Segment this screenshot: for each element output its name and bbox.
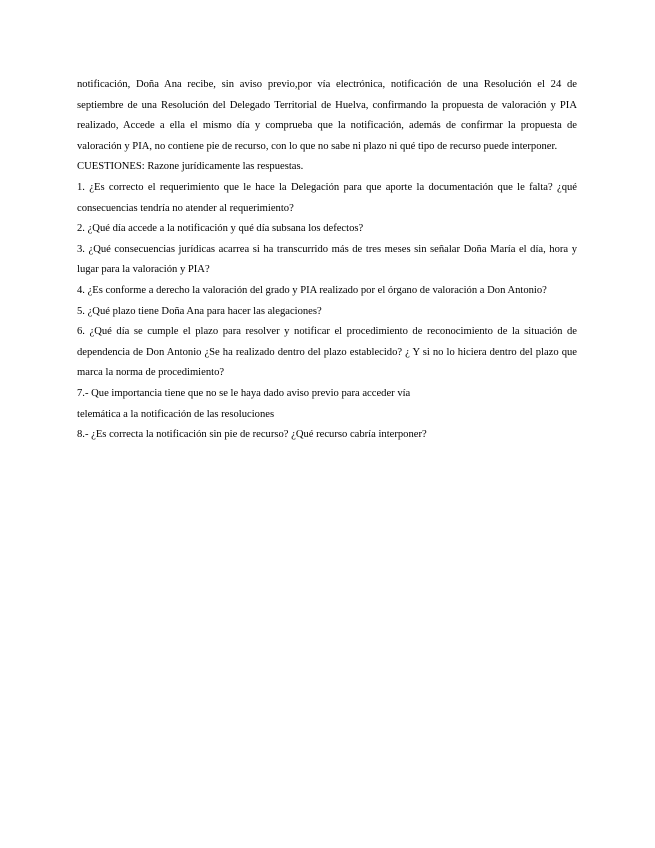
question-7-line-1: 7.- Que importancia tiene que no se le haya dado aviso previo para acceder vía <box>77 387 411 399</box>
question-4: 4. ¿Es conforme a derecho la valoración del grado y PIA realizado por el órgano de valoración a Don Antonio? <box>77 284 547 296</box>
question-5: 5. ¿Qué plazo tiene Doña Ana para hacer las alegaciones? <box>77 305 322 317</box>
question-8: 8.- ¿Es correcta la notificación sin pie de recurso? ¿Qué recurso cabría interponer? <box>77 429 427 441</box>
questions-heading: CUESTIONES: Razone jurídicamente las respuestas. <box>77 161 304 173</box>
question-6: 6. ¿Qué día se cumple el plazo para resolver y notificar el procedimiento de reconocimiento de la situación de dependencia de Don Antonio ¿Se ha realizado dentro del plazo establecido? ¿ Y si no lo hiciera dentro del plazo que marca la norma de procedimiento? <box>77 326 577 379</box>
document-body <box>77 75 577 446</box>
question-3: 3. ¿Qué consecuencias jurídicas acarrea si ha transcurrido más de tres meses sin señalar Doña María el día, hora y lugar para la valoración y PIA? <box>77 243 577 276</box>
intro-paragraph: notificación, Doña Ana recibe, sin aviso previo,por vía electrónica, notificación de una Resolución el 24 de septiembre de una Resolución del Delegado Territorial de Huelva, confirmando la propuesta de valoración y PIA realizado, Accede a ella el mismo día y comprueba que la notificación, además de confirmar la propuesta de valoración y PIA, no contiene pie de recurso, con lo que no sabe ni plazo ni qué tipo de recurso puede interponer. <box>77 79 577 152</box>
question-7-line-2: telemática a la notificación de las resoluciones <box>77 408 275 420</box>
question-2: 2. ¿Qué día accede a la notificación y qué día subsana los defectos? <box>77 223 364 235</box>
question-1: 1. ¿Es correcto el requerimiento que le hace la Delegación para que aporte la documentación que le falta? ¿qué consecuencias tendría no atender al requerimiento? <box>77 181 577 214</box>
